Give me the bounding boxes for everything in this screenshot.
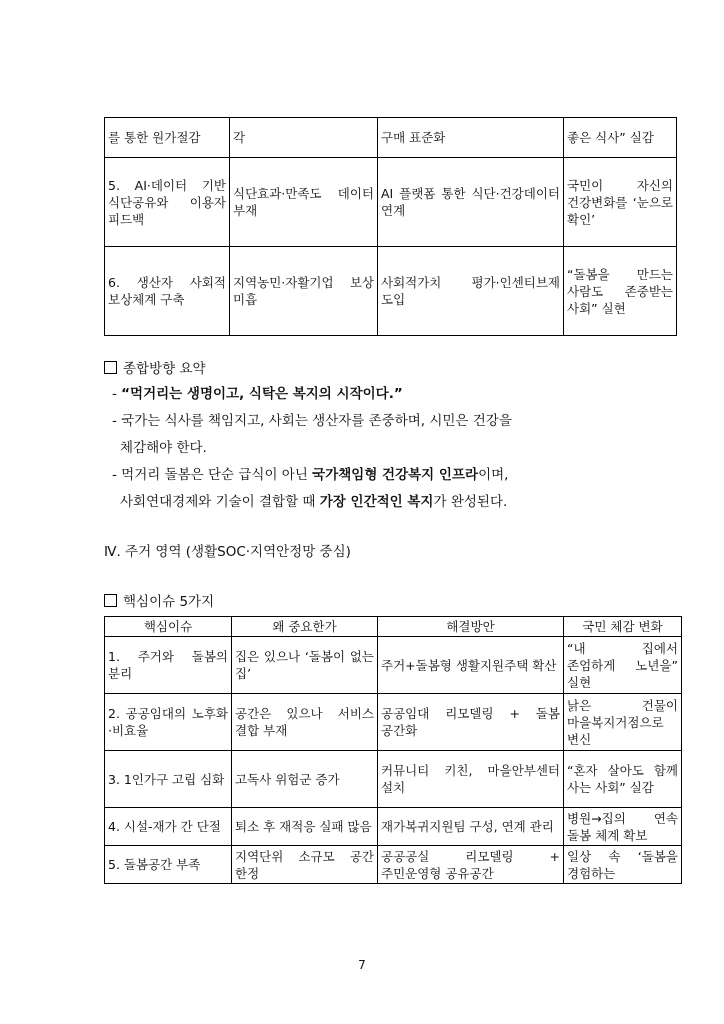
- table-cell: 공공임대 리모델링 + 돌봄 공간화: [378, 694, 564, 751]
- summary-line-3: 체감해야 한다.: [120, 440, 207, 456]
- summary-line-5: [120, 490, 507, 510]
- table-cell: 집은 있으나 ‘돌봄이 없는 집’: [232, 637, 378, 694]
- text-span: 이며,: [478, 467, 509, 483]
- text-span: 사회연대경제와 기술이 결합할 때: [120, 494, 320, 510]
- column-header: 국민 체감 변화: [564, 617, 682, 637]
- table-cell: 재가복귀지원팀 구성, 연계 관리: [378, 808, 564, 846]
- column-header: 해결방안: [378, 617, 564, 637]
- dash: -: [112, 386, 122, 402]
- table-cell: 커뮤니티 키친, 마을안부센터 설치: [378, 751, 564, 808]
- summary-line-2: - 국가는 식사를 책임지고, 사회는 생산자를 존중하며, 시민은 건강을: [112, 413, 512, 429]
- emphasis-text: 가장 인간적인 복지: [319, 494, 434, 510]
- summary-quote: “먹거리는 생명이고, 식탁은 복지의 시작이다.”: [121, 386, 403, 402]
- table-row: [105, 158, 677, 247]
- table-cell: 공공공실 리모델링 + 주민운영형 공유공간: [378, 846, 564, 884]
- table-cell: 일상 속 ‘돌봄을 경험하는: [564, 846, 682, 884]
- table-row: [105, 846, 682, 884]
- table-cell: 좋은 식사” 실감: [564, 118, 677, 158]
- table-cell: 고독사 위험군 증가: [232, 751, 378, 808]
- housing-issues-table: [104, 616, 682, 884]
- table-row: [105, 808, 682, 846]
- table-cell: 지역농민·자활기업 보상 미흡: [230, 247, 378, 336]
- checkbox-square-icon: [104, 361, 117, 374]
- table-cell: 퇴소 후 재적응 실패 많음: [232, 808, 378, 846]
- issues-heading: [104, 590, 214, 610]
- text-span: - 먹거리 돌봄은 단순 급식이 아닌: [112, 467, 313, 483]
- table-cell: 를 통한 원가절감: [105, 118, 230, 158]
- checkbox-square-icon: [104, 594, 117, 607]
- table-cell: 지역단위 소규모 공간 한정: [232, 846, 378, 884]
- text-span: 가 완성된다.: [433, 494, 508, 510]
- table-header-row: [105, 617, 682, 637]
- table-cell: 식단효과·만족도 데이터 부재: [230, 158, 378, 247]
- issues-heading-text: 핵심이슈 5가지: [123, 594, 215, 610]
- table-cell: 국민이 자신의 건강변화를 ‘눈으로 확인’: [564, 158, 677, 247]
- page-number: 7: [358, 958, 366, 972]
- summary-heading: [104, 357, 206, 377]
- table-cell: “내 집에서 존엄하게 노년을” 실현: [564, 637, 682, 694]
- table-cell: “혼자 살아도 함께 사는 사회” 실감: [564, 751, 682, 808]
- table-cell: AI 플랫폼 통한 식단·건강데이터 연계: [378, 158, 564, 247]
- summary-heading-text: 종합방향 요약: [123, 361, 206, 377]
- table-cell: 주거+돌봄형 생활지원주택 확산: [378, 637, 564, 694]
- table-cell: 병원→집의 연속 돌봄 체계 확보: [564, 808, 682, 846]
- table-cell: 사회적가치 평가·인센티브제 도입: [378, 247, 564, 336]
- table-row: [105, 118, 677, 158]
- table-cell: 3. 1인가구 고립 심화: [105, 751, 232, 808]
- table-cell: 낡은 건물이 마을복지거점으로 변신: [564, 694, 682, 751]
- table-cell: 5. 돌봄공간 부족: [105, 846, 232, 884]
- table-row: [105, 247, 677, 336]
- summary-line-1: [112, 382, 403, 402]
- table-cell: “돌봄을 만드는 사람도 존중받는 사회” 실현: [564, 247, 677, 336]
- table-cell: 공간은 있으나 서비스 결합 부재: [232, 694, 378, 751]
- table-cell: 6. 생산자 사회적 보상체계 구축: [105, 247, 230, 336]
- emphasis-text: 국가책임형 건강복지 인프라: [312, 467, 479, 483]
- table-row: [105, 694, 682, 751]
- table-cell: 5. AI·데이터 기반 식단공유와 이용자 피드백: [105, 158, 230, 247]
- table-cell: 1. 주거와 돌봄의 분리: [105, 637, 232, 694]
- summary-line-4: [112, 463, 508, 483]
- table-row: [105, 751, 682, 808]
- table-cell: 구매 표준화: [378, 118, 564, 158]
- column-header: 핵심이슈: [105, 617, 232, 637]
- table-row: [105, 637, 682, 694]
- section-title: Ⅳ. 주거 영역 (생활SOC·지역안정망 중심): [104, 544, 351, 560]
- table-cell: 각: [230, 118, 378, 158]
- food-care-table-continued: [104, 117, 677, 336]
- table-cell: 2. 공공임대의 노후화·비효율: [105, 694, 232, 751]
- table-cell: 4. 시설-재가 간 단절: [105, 808, 232, 846]
- column-header: 왜 중요한가: [232, 617, 378, 637]
